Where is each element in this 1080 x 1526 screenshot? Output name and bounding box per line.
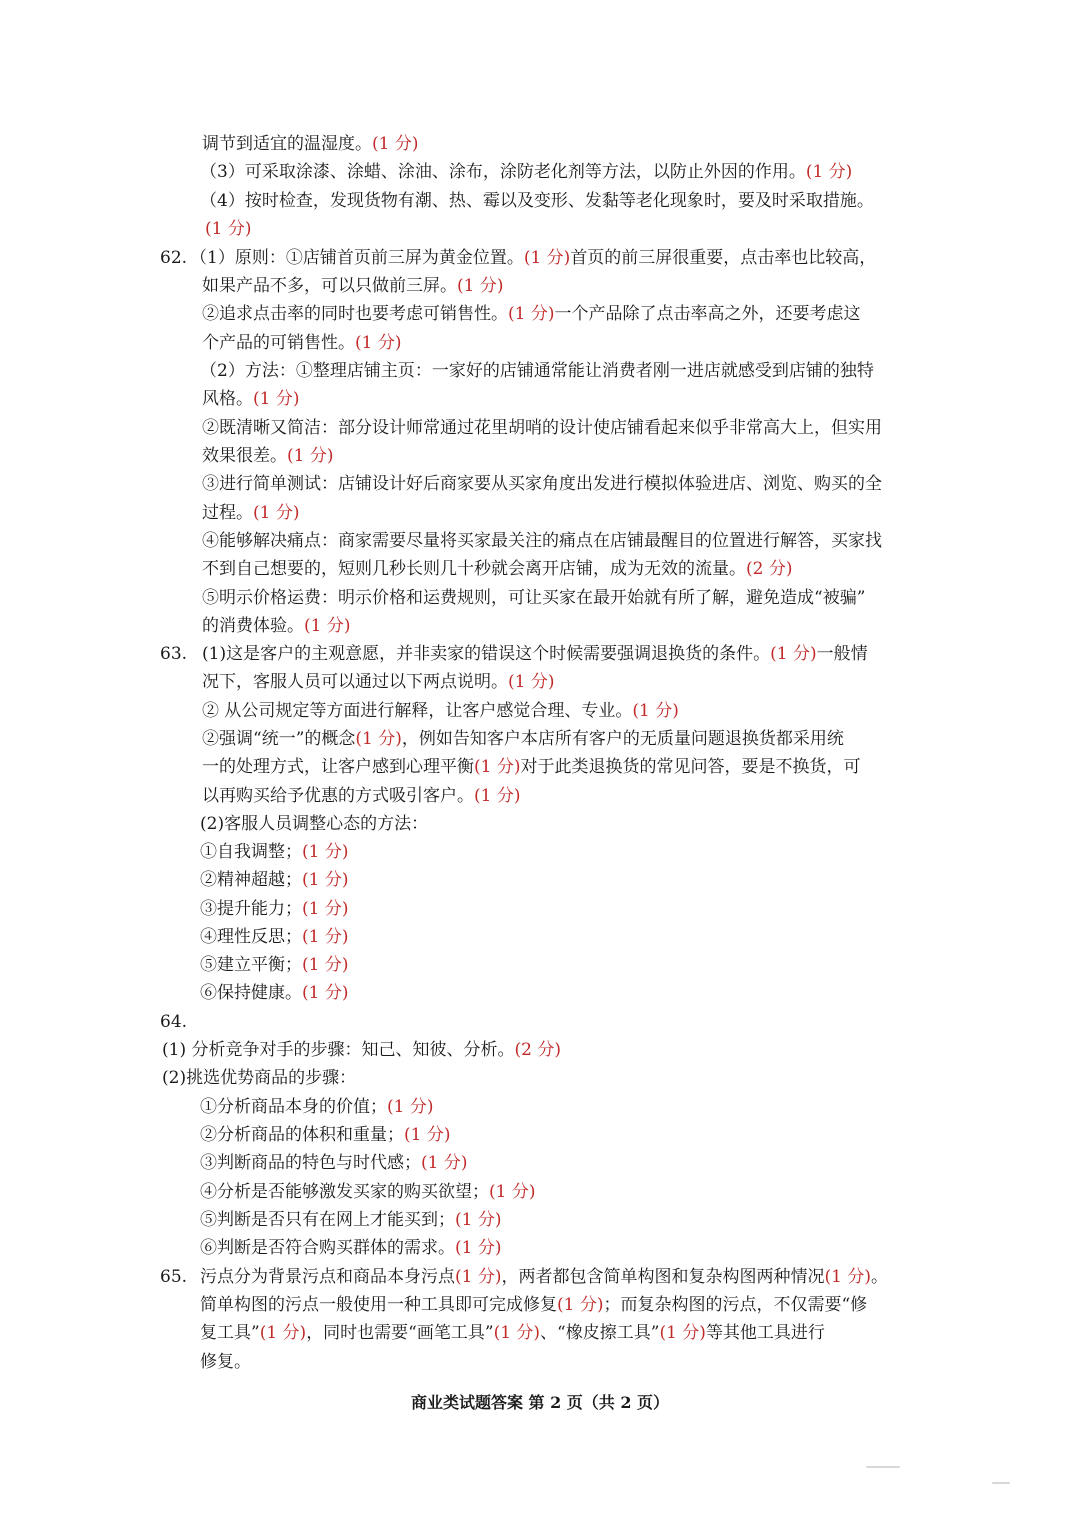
answer-text: ②精神超越； — [200, 870, 302, 890]
answer-text: 以再购买给予优惠的方式吸引客户。 — [202, 786, 474, 806]
answer-line — [205, 215, 251, 243]
answer-line — [202, 527, 882, 555]
answer-text: 一般情 — [816, 644, 868, 664]
answer-line — [200, 838, 348, 866]
answer-text: ②分析商品的体积和重量； — [200, 1125, 404, 1145]
answer-line — [200, 1348, 251, 1376]
answer-text: 不到自己想要的，短则几秒长则几十秒就会离开店铺，成为无效的流量。 — [202, 559, 746, 579]
question-number: 63. — [160, 644, 188, 664]
answer-line — [200, 979, 348, 1007]
score-mark: (1 分) — [557, 1295, 604, 1315]
answer-text: 况下，客服人员可以通过以下两点说明。 — [202, 672, 508, 692]
answer-text: (1)这是客户的主观意愿，并非卖家的错误这个时候需要强调退换货的条件。 — [202, 644, 771, 664]
answer-text: ⑤明示价格运费：明示价格和运费规则，可让买家在最开始就有所了解，避免造成“被骗” — [202, 588, 866, 608]
answer-line — [200, 1121, 450, 1149]
answer-line — [202, 442, 333, 470]
answer-line — [202, 329, 401, 357]
answer-line — [200, 1263, 888, 1291]
score-mark: (1 分) — [805, 162, 853, 182]
answer-text: ⑥保持健康。 — [200, 983, 302, 1003]
score-mark: (1 分) — [523, 248, 571, 268]
answer-text: ③判断商品的特色与时代感； — [200, 1153, 421, 1173]
score-mark: (1 分) — [302, 899, 349, 919]
answer-text: 的消费体验。 — [202, 616, 304, 636]
answer-line — [202, 697, 679, 725]
answer-text: 。 — [870, 1267, 888, 1287]
answer-line — [202, 612, 350, 640]
answer-line — [202, 414, 882, 442]
answer-text: ；而复杂构图的污点，不仅需要“修 — [603, 1295, 868, 1315]
score-mark: (1 分) — [355, 333, 402, 353]
answer-line — [200, 1291, 867, 1319]
score-mark: (1 分) — [824, 1267, 871, 1287]
answer-text: ⑤判断是否只有在网上才能买到； — [200, 1210, 455, 1230]
score-mark: (1 分) — [304, 616, 351, 636]
answer-text: 对于此类退换货的常见问答，要是不换货，可 — [520, 757, 861, 777]
answer-line — [200, 951, 348, 979]
answer-line — [200, 1149, 467, 1177]
answer-text: 污点分为背景污点和商品本身污点 — [200, 1267, 455, 1287]
answer-line — [200, 158, 852, 186]
answer-line — [202, 130, 418, 158]
answer-line — [200, 810, 428, 838]
score-mark: (1 分) — [302, 870, 349, 890]
answer-text: 首页的前三屏很重要，点击率也比较高， — [570, 248, 877, 268]
answer-line — [202, 555, 792, 583]
answer-line — [200, 1206, 501, 1234]
answer-text: (2)客服人员调整心态的方法： — [200, 814, 429, 834]
answer-line — [162, 1036, 561, 1064]
answer-line — [200, 1234, 501, 1262]
answer-text: 等其他工具进行 — [705, 1323, 825, 1343]
answer-line — [200, 187, 874, 215]
answer-line — [202, 499, 299, 527]
score-mark: (1 分) — [455, 1238, 502, 1258]
answer-line — [162, 1064, 356, 1092]
answer-text: 个产品的可销售性。 — [202, 333, 355, 353]
answer-text: 复工具” — [200, 1323, 260, 1343]
answer-text: ，两者都包含简单构图和复杂构图两种情况 — [501, 1267, 825, 1287]
answer-text: 风格。 — [202, 389, 253, 409]
answer-text: （4）按时检查，发现货物有潮、热、霉以及变形、发黏等老化现象时，要及时采取措施。 — [200, 191, 874, 211]
score-mark: (1 分) — [770, 644, 817, 664]
answer-line — [202, 272, 503, 300]
score-mark: (1 分) — [302, 955, 349, 975]
score-mark: (1 分) — [455, 1267, 502, 1287]
score-mark: (1 分) — [474, 757, 521, 777]
score-mark: (1 分) — [421, 1153, 468, 1173]
score-mark: (1 分) — [302, 927, 349, 947]
answer-text: 修复。 — [200, 1352, 251, 1372]
score-mark: (1 分) — [493, 1323, 541, 1343]
answer-text: 调节到适宜的温湿度。 — [202, 134, 372, 154]
answer-line — [200, 357, 874, 385]
score-mark: (1 分) — [253, 389, 300, 409]
answer-line — [202, 725, 844, 753]
score-mark: (1 分) — [372, 134, 419, 154]
answer-text: 、“橡皮擦工具” — [540, 1323, 660, 1343]
scan-speck — [866, 1466, 900, 1468]
answer-text: （2）方法：①整理店铺主页：一家好的店铺通常能让消费者刚一进店就感受到店铺的独特 — [200, 361, 874, 381]
answer-text: (1) 分析竞争对手的步骤：知己、知彼、分析。 — [162, 1040, 515, 1060]
score-mark: (1 分) — [489, 1182, 536, 1202]
answer-line — [200, 895, 348, 923]
answer-text: 简单构图的污点一般使用一种工具即可完成修复 — [200, 1295, 557, 1315]
score-mark: (1 分) — [404, 1125, 451, 1145]
answer-line — [190, 244, 876, 272]
question-number: 64. — [160, 1012, 188, 1032]
answer-text: ② 从公司规定等方面进行解释，让客户感觉合理、专业。 — [202, 701, 633, 721]
score-mark: (1 分) — [659, 1323, 706, 1343]
answer-line — [202, 300, 860, 328]
answer-line — [202, 782, 520, 810]
score-mark: (1 分) — [302, 983, 349, 1003]
answer-text: 如果产品不多，可以只做前三屏。 — [202, 276, 457, 296]
answer-line — [202, 584, 865, 612]
score-mark: (1 分) — [508, 672, 555, 692]
answer-text: ④分析是否能够激发买家的购买欲望； — [200, 1182, 489, 1202]
score-mark: (2 分) — [514, 1040, 561, 1060]
score-mark: (1 分) — [455, 1210, 502, 1230]
answer-text: 过程。 — [202, 503, 253, 523]
answer-text: ③进行简单测试：店铺设计好后商家要从买家角度出发进行模拟体验进店、浏览、购买的全 — [202, 474, 882, 494]
answer-line — [200, 866, 348, 894]
answer-text: ④理性反思； — [200, 927, 302, 947]
question-number: 65. — [160, 1267, 188, 1287]
answer-line — [202, 470, 882, 498]
answer-text: ②强调“统一”的概念 — [202, 729, 356, 749]
score-mark: (1 分) — [287, 446, 334, 466]
answer-text: ②既清晰又简洁：部分设计师常通过花里胡哨的设计使店铺看起来似乎非常高大上，但实用 — [202, 418, 882, 438]
page-footer: 商业类试题答案 第 2 页（共 2 页） — [410, 1393, 670, 1412]
answer-text: ②追求点击率的同时也要考虑可销售性。 — [202, 304, 508, 324]
answer-line — [202, 640, 868, 668]
score-mark: (1 分) — [302, 842, 349, 862]
answer-text: ⑥判断是否符合购买群体的需求。 — [200, 1238, 455, 1258]
answer-text: ④能够解决痛点：商家需要尽量将买家最关注的痛点在店铺最醒目的位置进行解答，买家找 — [202, 531, 882, 551]
score-mark: (1 分) — [259, 1323, 307, 1343]
score-mark: (1 分) — [474, 786, 521, 806]
score-mark: (1 分) — [205, 219, 252, 239]
answer-text: （3）可采取涂漆、涂蜡、涂油、涂布，涂防老化剂等方法，以防止外因的作用。 — [200, 162, 806, 182]
question-number: 62. — [160, 248, 188, 268]
answer-text: 一个产品除了点击率高之外，还要考虑这 — [554, 304, 861, 324]
answer-text: ⑤建立平衡； — [200, 955, 302, 975]
answer-text: 一的处理方式，让客户感到心理平衡 — [202, 757, 474, 777]
answer-line — [200, 1319, 825, 1347]
scan-speck — [992, 1482, 1010, 1484]
score-mark: (1 分) — [253, 503, 300, 523]
answer-text: ①自我调整； — [200, 842, 302, 862]
score-mark: (1 分) — [355, 729, 402, 749]
answer-line — [202, 668, 554, 696]
score-mark: (1 分) — [632, 701, 679, 721]
answer-text: ③提升能力； — [200, 899, 302, 919]
answer-line — [200, 1178, 535, 1206]
answer-line — [200, 923, 348, 951]
score-mark: (2 分) — [746, 559, 793, 579]
answer-text: ，例如告知客户本店所有客户的无质量问题退换货都采用统 — [401, 729, 844, 749]
score-mark: (1 分) — [387, 1097, 434, 1117]
answer-text: 效果很差。 — [202, 446, 287, 466]
answer-line — [200, 1093, 433, 1121]
score-mark: (1 分) — [457, 276, 504, 296]
score-mark: (1 分) — [508, 304, 555, 324]
answer-line — [202, 385, 299, 413]
answer-text: ①分析商品本身的价值； — [200, 1097, 387, 1117]
answer-line — [202, 753, 860, 781]
answer-text: ，同时也需要“画笔工具” — [306, 1323, 494, 1343]
answer-text: (2)挑选优势商品的步骤： — [162, 1068, 357, 1088]
answer-text: （1）原则：①店铺首页前三屏为黄金位置。 — [190, 248, 524, 268]
